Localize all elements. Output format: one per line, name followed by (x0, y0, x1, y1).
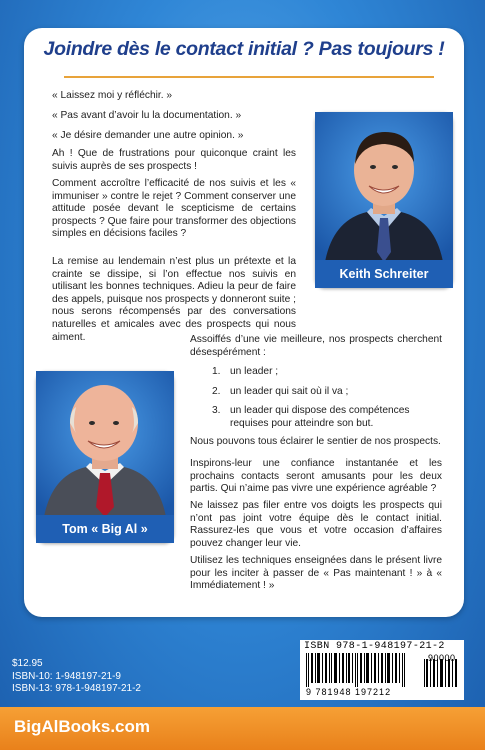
quote-2: « Pas avant d’avoir lu la documentation. » (52, 110, 242, 121)
barcode-isbn-text: ISBN 978-1-948197-21-2 (304, 641, 445, 652)
paragraph-light-path: Nous pouvons tous éclairer le sentier de nos prospects. (190, 436, 441, 447)
back-cover-card (24, 28, 464, 617)
keith-caption: Keith Schreiter (315, 260, 453, 288)
isbn13-label: ISBN-13: 978-1-948197-21-2 (12, 683, 141, 694)
paragraph-techniques: La remise au lendemain n’est plus un prétexte et la crainte se dissipe, si l’on effectue nos suivis en utilisant les bonnes techniques. Adieu la peur de faire des appels, puisque nos prospects y donneront suite ; nous serons récompensés par des conversations naturelles et amicales avec des prospects qui nous aiment. (52, 256, 296, 343)
keith-portrait-image (315, 112, 453, 262)
paragraph-questions: Comment accroître l’efficacité de nos suivis et les « immuniser » contre le rejet ? Comment conserver une attitude posée devant le scepticisme de certains prospects ? Que faire pour transformer des objections simples en décisions faciles ? (52, 178, 296, 240)
cover-title: Joindre dès le contact initial ? Pas toujours ! (43, 38, 445, 60)
paragraph-confidence: Inspirons-leur une confiance instantanée et les prochains contacts seront amusants pour les deux partis. Qui n’aime pas vivre une expérience agréable ? (190, 458, 442, 495)
quote-3: « Je désire demander une autre opinion. » (52, 130, 244, 141)
needs-item: 3. un leader qui dispose des compétences requises pour atteindre son but. (212, 405, 410, 429)
tom-photo (36, 371, 174, 564)
barcode (300, 640, 464, 700)
quote-1: « Laissez moi y réfléchir. » (52, 90, 173, 101)
tom-caption: Tom « Big Al » Schreiter (36, 515, 174, 543)
needs-item: 1. un leader ; (212, 366, 279, 377)
price-isbn-block (12, 658, 141, 696)
needs-item: 2. un leader qui sait où il va ; (212, 385, 349, 397)
footer-band (0, 707, 485, 750)
website-link[interactable]: BigAlBooks.com (14, 717, 151, 736)
paragraph-call-to-action: Utilisez les techniques enseignées dans le présent livre pour les inciter à passer de « Pas maintenant ! » à « Immédiatement ! » (190, 555, 442, 592)
price-label: $12.95 (12, 658, 43, 669)
barcode-digits: 9 781948 197212 (306, 687, 392, 697)
title-divider (64, 76, 434, 78)
needs-list (212, 366, 434, 437)
paragraph-dont-let-go: Ne laissez pas filer entre vos doigts les prospects qui n’ont pas joint votre équipe dès le contact initial. Rassurez-les que vous et votre occasion d’affaires pouvez changer leur vie. (190, 500, 442, 549)
isbn10-label: ISBN-10: 1-948197-21-9 (12, 670, 121, 682)
tom-portrait-image (36, 371, 174, 517)
keith-photo (315, 112, 453, 288)
paragraph-frustrations: Ah ! Que de frustrations pour quiconque craint les suivis auprès de ses prospects ! (52, 148, 296, 172)
paragraph-intro-needs: Assoiffés d’une vie meilleure, nos prospects cherchent désespérément : (190, 334, 442, 358)
barcode-addon: 90000 (428, 653, 456, 663)
